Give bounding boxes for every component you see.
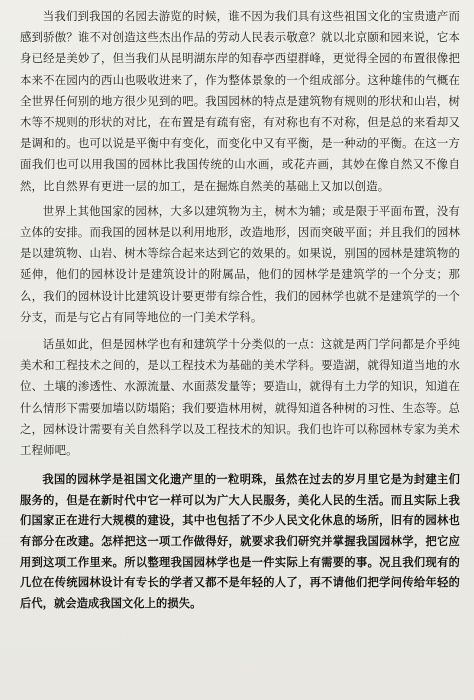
paragraph-3: 话虽如此，但是园林学也有和建筑学十分类似的一点：这就是两门学问都是介乎纯美术和工程技术之间的，是以工程技术为基础的美术学科。要造湖，就得知道当地的水位、土壤的渗透性、水源流量、水面蒸发量等；要造山，就得有土力学的知识，知道在什么情形下需要加墙以防塌陷；我们要造林用树，就得知道各种树的习性、生态等。总之，园林设计需要有关自然科学以及工程技术的知识。我们也许可以称园林专家为美术工程师吧。 — [20, 337, 460, 458]
paragraph-1: 当我们到我国的名园去游览的时候，谁不因为我们具有这些祖国文化的宝贵遗产而感到骄傲？谁不对创造这些杰出作品的劳动人民表示敬意？就以北京颐和园来说，它本身已经是美妙了，但当我们从昆明湖东岸的知春亭西望群峰，更觉得全园的布置很像把本来不在园内的西山也吸收进来了，作为整体景象的一个组成部分。这种雄伟的气概在全世界任何别的地方很少见到的吧。我国园林的特点是建筑物有规则的形状和山岩，树木等不规则的形状的对比，在布置是有疏有密，有对称也有不对称，但是总的来看却又是调和的。也可以说是平衡中有变化，而变化中又有平衡，是一种动的平衡。在这一方面我们也可以用我国的园林比我国传统的山水画，或花卉画，其妙在像自然又不像自然，比自然界有更进一层的加工，是在掘炼自然美的基础上又加以创造。 — [20, 9, 460, 193]
paragraph-4: 我国的园林学是祖国文化遗产里的一粒明珠，虽然在过去的岁月里它是为封建主们服务的，但是在新时代中它一样可以为广大人民服务，美化人民的生活。而且实际上我们国家正在进行大规模的建设，其中也包括了不少人民文化休息的场所，旧有的园林也有部分在改建。怎样把这一项工作做得好，就要求我们研究并掌握我国园林学，把它应用到这项工作里来。所以整理我国园林学也是一件实际上有需要的事。况且我们现有的几位在传统园林设计有专长的学者又都不是年轻的人了，再不请他们把学问传给年轻的后代，就会造成我国文化上的损失。 — [20, 472, 460, 610]
paragraph-2: 世界上其他国家的园林，大多以建筑物为主，树木为辅；或是限于平面布置，没有立体的安排。而我国的园林是以利用地形，改造地形，因而突破平面；并且我们的园林是以建筑物、山岩、树木等综合起来达到它的效果的。如果说，别国的园林是建筑物的延伸，他们的园林设计是建筑设计的附属品，他们的园林学是建筑学的一个分支；那么，我们的园林设计比建筑设计要更带有综合性，我们的园林学也就不是建筑学的一个分支，而是与它占有同等地位的一门美术学科。 — [20, 203, 460, 324]
